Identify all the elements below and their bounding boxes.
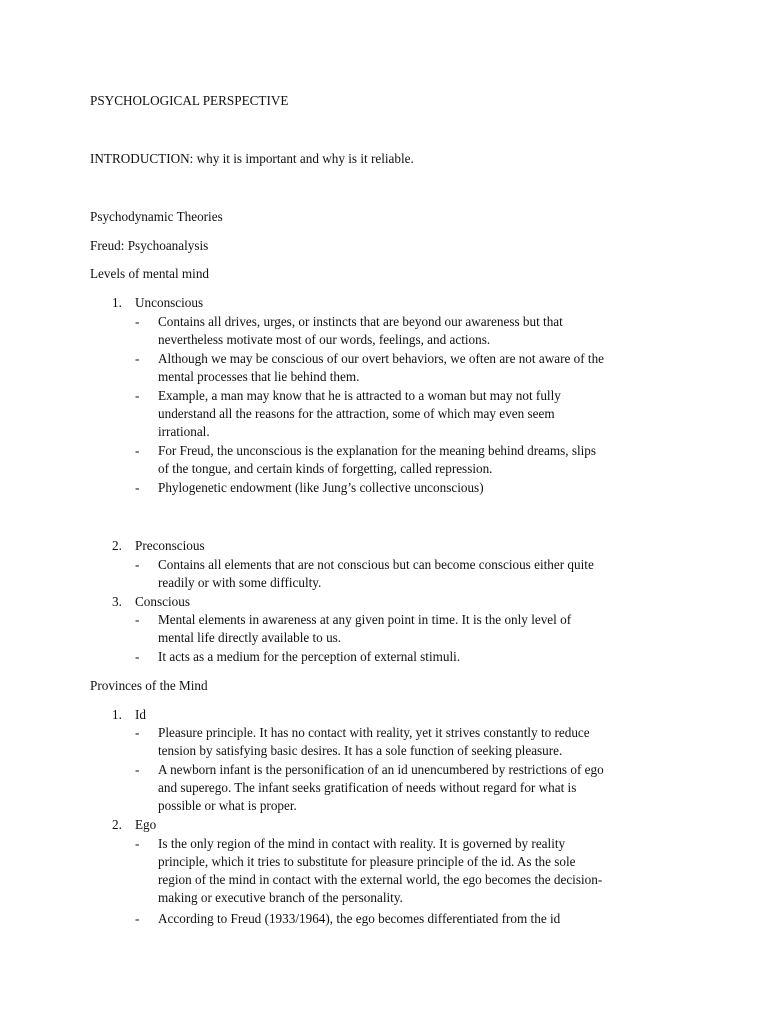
bullet-dash: - (135, 557, 140, 572)
list-item-label: Unconscious (135, 295, 204, 310)
bullet-text-line: It acts as a medium for the perception of external stimuli. (158, 649, 461, 664)
bullet-text-line: irrational. (158, 424, 210, 439)
bullet-dash: - (135, 836, 140, 851)
list-item-label: Conscious (135, 594, 190, 609)
bullet-text-line: understand all the reasons for the attraction, some of which may even seem (158, 406, 555, 421)
bullet-dash: - (135, 314, 140, 329)
bullet-text-line: principle, which it tries to substitute for pleasure principle of the id. As the sole (158, 854, 576, 869)
introduction-line: INTRODUCTION: why it is important and why is it reliable. (90, 151, 414, 166)
heading-freud-psychoanalysis: Freud: Psychoanalysis (90, 238, 209, 253)
bullet-dash: - (135, 725, 140, 740)
list-number: 1. (112, 295, 122, 310)
bullet-text-line: Example, a man may know that he is attracted to a woman but may not fully (158, 388, 561, 403)
list-number: 2. (112, 538, 122, 553)
bullet-text-line: region of the mind in contact with the external world, the ego becomes the decision- (158, 872, 603, 887)
bullet-dash: - (135, 443, 140, 458)
bullet-text-line: Contains all drives, urges, or instincts that are beyond our awareness but that (158, 314, 563, 329)
bullet-dash: - (135, 762, 140, 777)
bullet-text-line: Pleasure principle. It has no contact with reality, yet it strives constantly to reduce (158, 725, 590, 740)
bullet-dash: - (135, 649, 140, 664)
bullet-text-line: Is the only region of the mind in contact with reality. It is governed by reality (158, 836, 566, 851)
heading-psychodynamic-theories: Psychodynamic Theories (90, 209, 223, 224)
list-item-label: Id (135, 707, 146, 722)
bullet-text-line: of the tongue, and certain kinds of forgetting, called repression. (158, 461, 493, 476)
heading-levels-of-mental-mind: Levels of mental mind (90, 266, 210, 281)
bullet-text-line: Phylogenetic endowment (like Jung’s collective unconscious) (158, 480, 484, 495)
list-number: 3. (112, 594, 122, 609)
list-item-label: Preconscious (135, 538, 205, 553)
bullet-dash: - (135, 351, 140, 366)
bullet-text-line: making or executive branch of the personality. (158, 890, 403, 905)
bullet-text-line: For Freud, the unconscious is the explanation for the meaning behind dreams, slips (158, 443, 597, 458)
list-number: 2. (112, 817, 122, 832)
bullet-dash: - (135, 388, 140, 403)
bullet-text-line: and superego. The infant seeks gratification of needs without regard for what is (158, 780, 577, 795)
bullet-dash: - (135, 612, 140, 627)
bullet-text-line: nevertheless motivate most of our words, feelings, and actions. (158, 332, 491, 347)
bullet-text-line: According to Freud (1933/1964), the ego becomes differentiated from the id (158, 911, 561, 926)
bullet-text-line: tension by satisfying basic desires. It has a sole function of seeking pleasure. (158, 743, 563, 758)
bullet-dash: - (135, 480, 140, 495)
bullet-text-line: Mental elements in awareness at any given point in time. It is the only level of (158, 612, 572, 627)
bullet-text-line: Contains all elements that are not conscious but can become conscious either quite (158, 557, 594, 572)
bullet-text-line: possible or what is proper. (158, 798, 297, 813)
bullet-text-line: Although we may be conscious of our overt behaviors, we often are not aware of the (158, 351, 605, 366)
document-title: PSYCHOLOGICAL PERSPECTIVE (90, 93, 289, 108)
bullet-text-line: mental processes that lie behind them. (158, 369, 360, 384)
list-item-label: Ego (135, 817, 157, 832)
bullet-text-line: mental life directly available to us. (158, 630, 342, 645)
bullet-text-line: readily or with some difficulty. (158, 575, 322, 590)
heading-provinces-of-the-mind: Provinces of the Mind (90, 678, 208, 693)
bullet-text-line: A newborn infant is the personification of an id unencumbered by restrictions of ego (158, 762, 604, 777)
bullet-dash: - (135, 911, 140, 926)
list-number: 1. (112, 707, 122, 722)
